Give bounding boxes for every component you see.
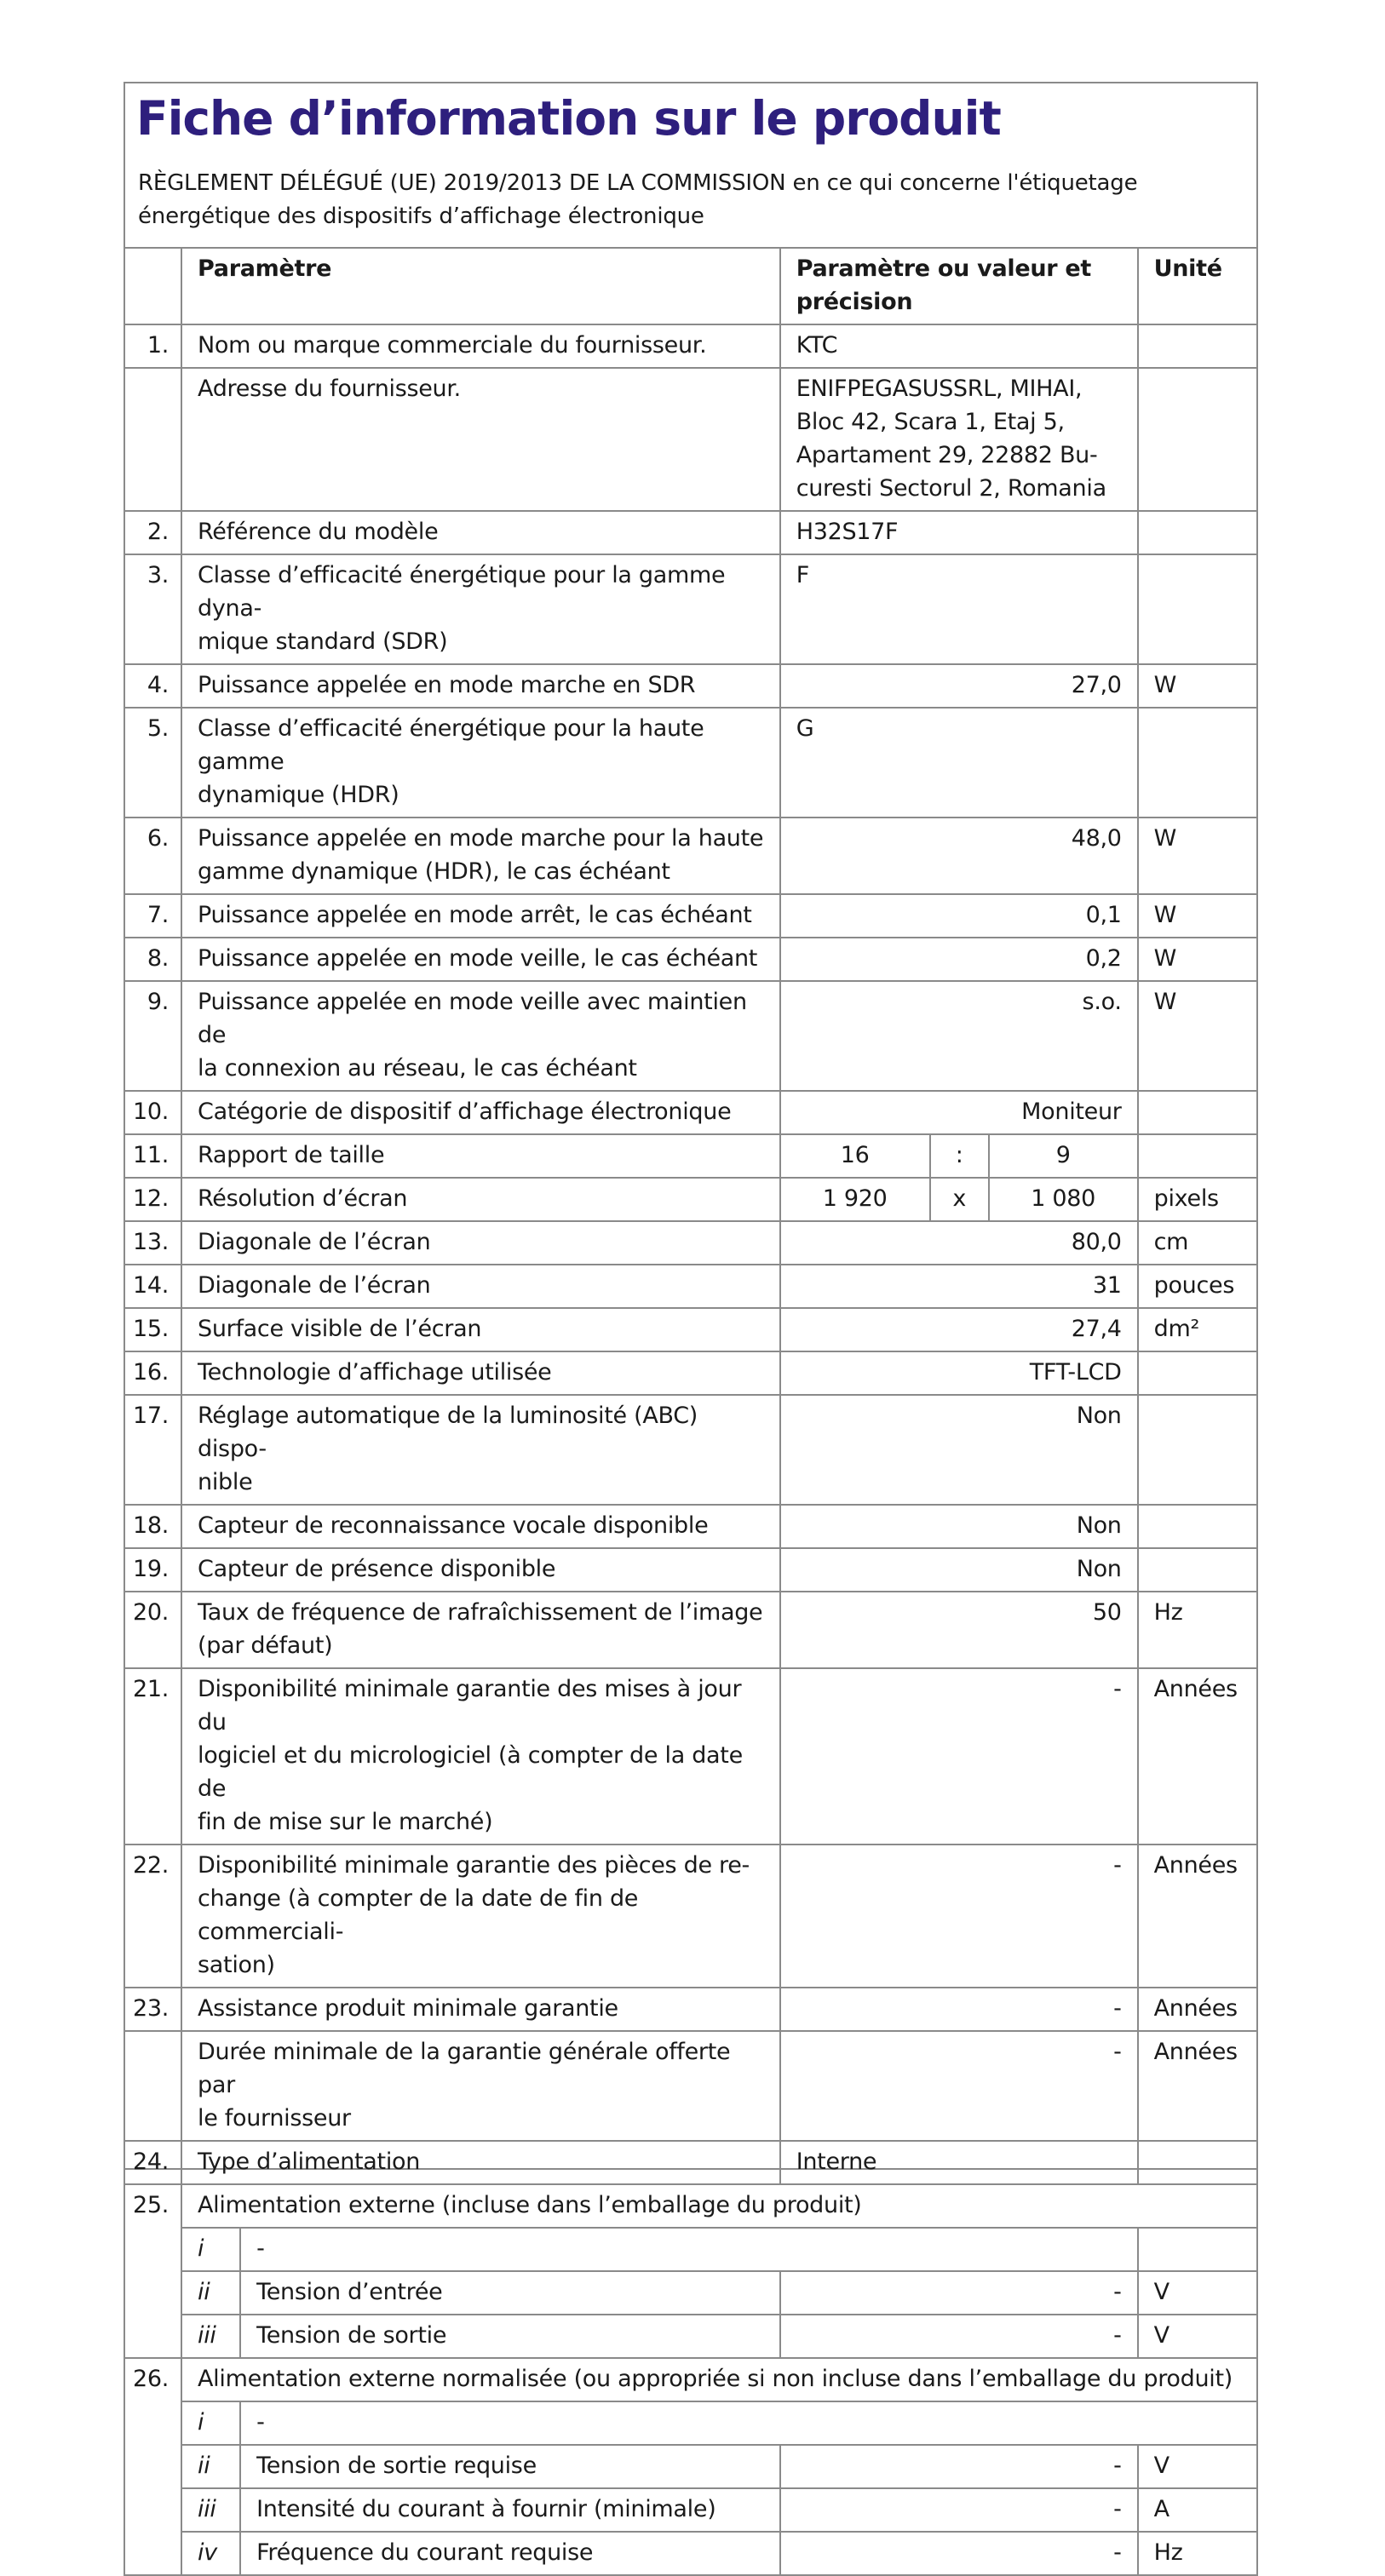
row-value: ENIFPEGASUSSRL, MIHAI, Bloc 42, Scara 1, Etaj 5, Apartament 29, 22882 Bu- curesti Sectorul 2, Romania <box>780 368 1138 511</box>
row-label: Diagonale de l’écran <box>181 1221 780 1265</box>
header-num-cell <box>124 248 181 324</box>
table-row <box>124 1308 1257 1351</box>
row-label: Puissance appelée en mode marche pour la haute gamme dynamique (HDR), le cas échéant <box>181 818 780 894</box>
row-value: Moniteur <box>780 1091 1138 1134</box>
row-unit: Années <box>1138 1845 1257 1988</box>
table-row <box>124 1988 1257 2031</box>
sub-unit <box>1138 2228 1257 2271</box>
table-row <box>124 2358 1257 2401</box>
row-unit: W <box>1138 938 1257 981</box>
row-unit: pouces <box>1138 1265 1257 1308</box>
row-label: Puissance appelée en mode veille, le cas échéant <box>181 938 780 981</box>
sub-label: Tension d’entrée <box>240 2271 780 2315</box>
sub-value: - <box>780 2445 1138 2488</box>
sub-value: - <box>780 2488 1138 2532</box>
table-row <box>124 1845 1257 1988</box>
row-unit: Hz <box>1138 1592 1257 1668</box>
sub-row <box>124 2488 1257 2532</box>
row-label: Capteur de présence disponible <box>181 1548 780 1592</box>
row-number: 22. <box>124 1845 181 1988</box>
row-label: Disponibilité minimale garantie des mises à jour du logiciel et du micrologiciel (à compter de la date de fin de mise sur le marché) <box>181 1668 780 1845</box>
row-unit: Années <box>1138 1668 1257 1845</box>
row-value: F <box>780 554 1138 664</box>
row-value: G <box>780 708 1138 818</box>
table-row <box>124 894 1257 938</box>
sub-value: - <box>780 2315 1138 2358</box>
table-row <box>124 1265 1257 1308</box>
sub-value: - <box>780 2271 1138 2315</box>
row-number: 13. <box>124 1221 181 1265</box>
row-label: Disponibilité minimale garantie des pièces de re- change (à compter de la date de fin de commerciali- sation) <box>181 1845 780 1988</box>
row-value: KTC <box>780 324 1138 368</box>
sub-index: ii <box>181 2271 240 2315</box>
table-row <box>124 511 1257 554</box>
row-value: 31 <box>780 1265 1138 1308</box>
row-unit: W <box>1138 894 1257 938</box>
row-unit: Années <box>1138 2031 1257 2141</box>
row-value: 27,4 <box>780 1308 1138 1351</box>
sub-row <box>124 2532 1257 2575</box>
sub-row <box>124 2271 1257 2315</box>
row-label: Puissance appelée en mode marche en SDR <box>181 664 780 708</box>
row-number: 12. <box>124 1178 181 1221</box>
table-row <box>124 2184 1257 2228</box>
row-unit <box>1138 1351 1257 1395</box>
table-row <box>124 708 1257 818</box>
aspect-height: 9 <box>989 1134 1138 1178</box>
row-unit: W <box>1138 981 1257 1091</box>
row-number: 19. <box>124 1548 181 1592</box>
row-number: 20. <box>124 1592 181 1668</box>
sub-unit: V <box>1138 2445 1257 2488</box>
row-number: 1. <box>124 324 181 368</box>
row-number <box>124 368 181 511</box>
row-unit: pixels <box>1138 1178 1257 1221</box>
sub-label: Fréquence du courant requise <box>240 2532 780 2575</box>
sub-row <box>124 2401 1257 2445</box>
table-row <box>124 1505 1257 1548</box>
row-value: Non <box>780 1548 1138 1592</box>
row-unit: Années <box>1138 1988 1257 2031</box>
row-value: Interne <box>780 2141 1138 2184</box>
row-label: Classe d’efficacité énergétique pour la gamme dyna- mique standard (SDR) <box>181 554 780 664</box>
row-value: - <box>780 1988 1138 2031</box>
row-unit <box>1138 511 1257 554</box>
sub-label: - <box>240 2228 1138 2271</box>
row-unit <box>1138 368 1257 511</box>
sub-unit: V <box>1138 2271 1257 2315</box>
row-value: 50 <box>780 1592 1138 1668</box>
row-value: - <box>780 1668 1138 1845</box>
row-number: 23. <box>124 1988 181 2031</box>
row-value: 27,0 <box>780 664 1138 708</box>
row-number: 6. <box>124 818 181 894</box>
row-number: 9. <box>124 981 181 1091</box>
table-header-row <box>124 248 1257 324</box>
table-row <box>124 2141 1257 2184</box>
sub-label: - <box>240 2401 1257 2445</box>
sub-index: ii <box>181 2445 240 2488</box>
row-number: 16. <box>124 1351 181 1395</box>
table-row <box>124 1091 1257 1134</box>
row-unit <box>1138 1091 1257 1134</box>
resolution-separator: x <box>930 1178 989 1221</box>
header-param: Paramètre <box>181 248 780 324</box>
sub-index: i <box>181 2401 240 2445</box>
table-row <box>124 1134 1257 1178</box>
subtitle-line-1: RÈGLEMENT DÉLÉGUÉ (UE) 2019/2013 DE LA COMMISSION en ce qui concerne l'étiquetage <box>138 170 1138 196</box>
header-unit: Unité <box>1138 248 1257 324</box>
row-label: Catégorie de dispositif d’affichage électronique <box>181 1091 780 1134</box>
table-row <box>124 664 1257 708</box>
table-row <box>124 1668 1257 1845</box>
sub-row <box>124 2445 1257 2488</box>
row-number: 18. <box>124 1505 181 1548</box>
row-label: Classe d’efficacité énergétique pour la haute gamme dynamique (HDR) <box>181 708 780 818</box>
row-value: Non <box>780 1505 1138 1548</box>
table-row <box>124 1592 1257 1668</box>
table-row <box>124 368 1257 511</box>
row-number: 26. <box>124 2358 181 2575</box>
row-value: 80,0 <box>780 1221 1138 1265</box>
row-number: 14. <box>124 1265 181 1308</box>
row-unit <box>1138 1548 1257 1592</box>
row-unit <box>1138 554 1257 664</box>
page-title: Fiche d’information sur le produit <box>136 91 1001 146</box>
row-unit <box>1138 1505 1257 1548</box>
table-row <box>124 554 1257 664</box>
table-row <box>124 1178 1257 1221</box>
row-number <box>124 2031 181 2141</box>
row-value: s.o. <box>780 981 1138 1091</box>
row-number: 10. <box>124 1091 181 1134</box>
row-unit <box>1138 2141 1257 2184</box>
row-unit <box>1138 1134 1257 1178</box>
row-unit <box>1138 708 1257 818</box>
aspect-separator: : <box>930 1134 989 1178</box>
row-label: Capteur de reconnaissance vocale disponible <box>181 1505 780 1548</box>
row-number: 25. <box>124 2184 181 2358</box>
row-value: H32S17F <box>780 511 1138 554</box>
table-row <box>124 1221 1257 1265</box>
row-label: Alimentation externe (incluse dans l’emballage du produit) <box>181 2184 1257 2228</box>
row-number: 11. <box>124 1134 181 1178</box>
product-info-table <box>124 247 1258 2576</box>
row-number: 24. <box>124 2141 181 2184</box>
row-unit <box>1138 1395 1257 1505</box>
row-label: Taux de fréquence de rafraîchissement de l’image (par défaut) <box>181 1592 780 1668</box>
subtitle-line-2: énergétique des dispositifs d’affichage électronique <box>138 204 704 229</box>
regulation-subtitle <box>138 167 1245 233</box>
aspect-width: 16 <box>780 1134 930 1178</box>
row-number: 7. <box>124 894 181 938</box>
row-label: Puissance appelée en mode arrêt, le cas échéant <box>181 894 780 938</box>
row-number: 3. <box>124 554 181 664</box>
row-number: 4. <box>124 664 181 708</box>
row-unit <box>1138 324 1257 368</box>
table-row <box>124 1395 1257 1505</box>
row-label: Durée minimale de la garantie générale offerte par le fournisseur <box>181 2031 780 2141</box>
sub-label: Intensité du courant à fournir (minimale) <box>240 2488 780 2532</box>
sub-unit: V <box>1138 2315 1257 2358</box>
sub-row <box>124 2228 1257 2271</box>
header-value: Paramètre ou valeur et précision <box>780 248 1138 324</box>
sub-unit: A <box>1138 2488 1257 2532</box>
row-label: Alimentation externe normalisée (ou appropriée si non incluse dans l’emballage du produit) <box>181 2358 1257 2401</box>
row-label: Surface visible de l’écran <box>181 1308 780 1351</box>
row-label: Nom ou marque commerciale du fournisseur. <box>181 324 780 368</box>
row-value: 0,1 <box>780 894 1138 938</box>
row-unit: W <box>1138 818 1257 894</box>
sub-index: i <box>181 2228 240 2271</box>
sub-row <box>124 2315 1257 2358</box>
row-label: Technologie d’affichage utilisée <box>181 1351 780 1395</box>
sub-index: iv <box>181 2532 240 2575</box>
row-unit: W <box>1138 664 1257 708</box>
row-label: Adresse du fournisseur. <box>181 368 780 511</box>
row-unit: cm <box>1138 1221 1257 1265</box>
row-label: Assistance produit minimale garantie <box>181 1988 780 2031</box>
row-value: Non <box>780 1395 1138 1505</box>
row-number: 8. <box>124 938 181 981</box>
row-value: TFT-LCD <box>780 1351 1138 1395</box>
table-row <box>124 1351 1257 1395</box>
row-label: Type d’alimentation <box>181 2141 780 2184</box>
resolution-width: 1 920 <box>780 1178 930 1221</box>
row-value: 48,0 <box>780 818 1138 894</box>
sub-index: iii <box>181 2488 240 2532</box>
row-label: Résolution d’écran <box>181 1178 780 1221</box>
row-number: 17. <box>124 1395 181 1505</box>
row-unit: dm² <box>1138 1308 1257 1351</box>
row-number: 2. <box>124 511 181 554</box>
table-row <box>124 2031 1257 2141</box>
table-row <box>124 1548 1257 1592</box>
table-row <box>124 981 1257 1091</box>
sub-label: Tension de sortie <box>240 2315 780 2358</box>
row-number: 5. <box>124 708 181 818</box>
table-row <box>124 324 1257 368</box>
row-value: - <box>780 1845 1138 1988</box>
sub-unit: Hz <box>1138 2532 1257 2575</box>
row-label: Réglage automatique de la luminosité (ABC) dispo- nible <box>181 1395 780 1505</box>
row-value: - <box>780 2031 1138 2141</box>
row-value: 0,2 <box>780 938 1138 981</box>
row-label: Référence du modèle <box>181 511 780 554</box>
row-number: 21. <box>124 1668 181 1845</box>
sub-value: - <box>780 2532 1138 2575</box>
table-row <box>124 818 1257 894</box>
table-row <box>124 938 1257 981</box>
sub-index: iii <box>181 2315 240 2358</box>
row-number: 15. <box>124 1308 181 1351</box>
row-label: Diagonale de l’écran <box>181 1265 780 1308</box>
row-label: Rapport de taille <box>181 1134 780 1178</box>
resolution-height: 1 080 <box>989 1178 1138 1221</box>
sub-label: Tension de sortie requise <box>240 2445 780 2488</box>
row-label: Puissance appelée en mode veille avec maintien de la connexion au réseau, le cas échéant <box>181 981 780 1091</box>
